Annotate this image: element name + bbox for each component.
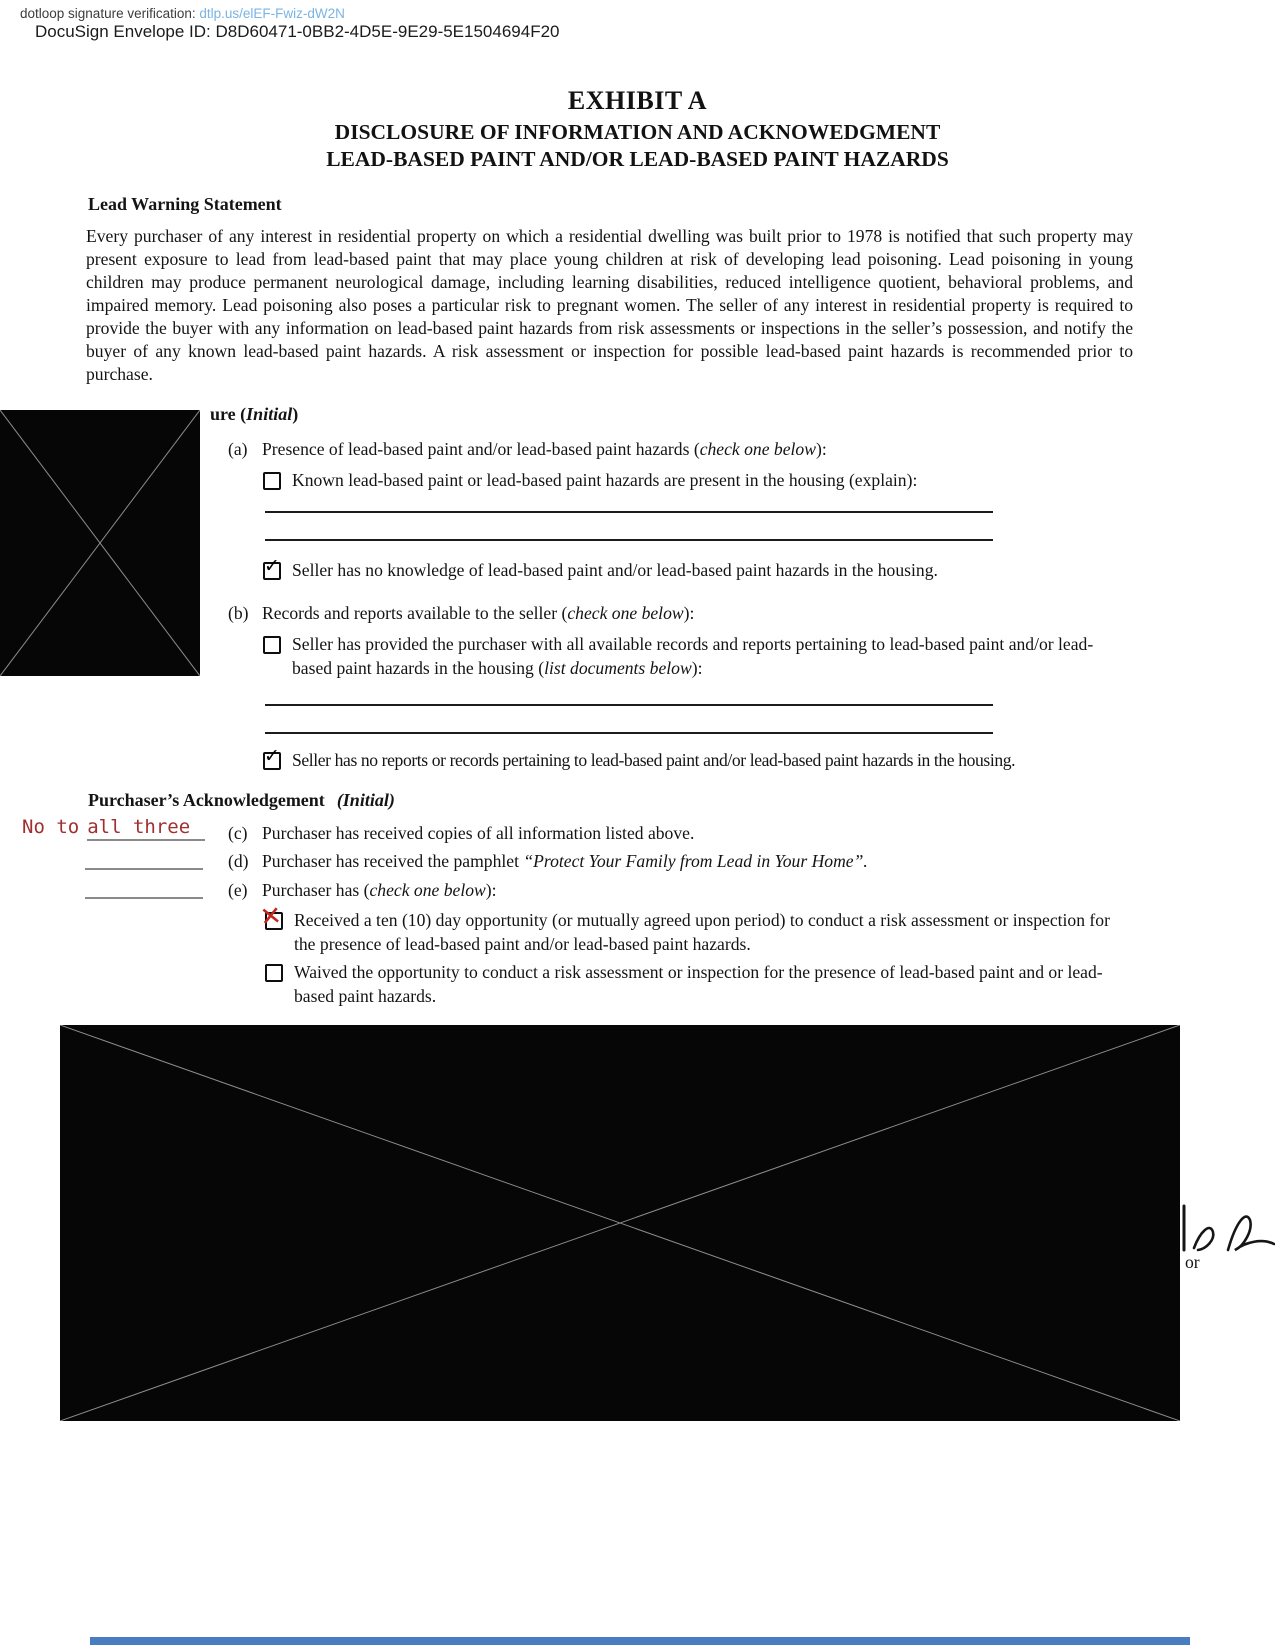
documents-blank-line-1[interactable] [265, 704, 993, 706]
option-no-reports [263, 745, 1123, 772]
option-known-hazards-text: Known lead-based paint or lead-based paint hazards are present in the housing (explain): [292, 470, 918, 490]
docusign-envelope-id: DocuSign Envelope ID: D8D60471-0BB2-4D5E-9E29-5E1504694F20 [35, 22, 560, 41]
dotloop-verification-label: dotloop signature verification: [20, 6, 196, 21]
option-no-reports-text: Seller has no reports or records pertaining to lead-based paint and/or lead-based paint hazards in the housing. [292, 750, 1016, 770]
item-b [228, 602, 1128, 625]
item-c-text: Purchaser has received copies of all information listed above. [262, 823, 695, 843]
checkbox-records-provided[interactable] [263, 636, 281, 654]
disclosure-title: DISCLOSURE OF INFORMATION AND ACKNOWEDGMENT [334, 120, 941, 144]
signature-stroke-icon [1180, 1192, 1275, 1254]
initial-line-d[interactable] [85, 868, 203, 870]
dotloop-verification-link[interactable]: dtlp.us/elEF-Fwiz-dW2N [199, 6, 345, 21]
item-d [228, 850, 1168, 873]
annotation-all-three: all three [87, 816, 205, 841]
handwritten-annotation [22, 816, 205, 841]
signature-fragment [1180, 1192, 1275, 1254]
dotloop-verification-row [20, 6, 345, 21]
item-e [228, 879, 1128, 902]
option-ten-day-text: Received a ten (10) day opportunity (or mutually agreed upon period) to conduct a risk assessment or inspection for the presence of lead-based paint and/or lead-based paint hazards. [294, 910, 1110, 954]
signature-or-text: or [1185, 1252, 1200, 1272]
option-known-hazards [263, 468, 1063, 492]
exhibit-title: EXHIBIT A [567, 86, 708, 115]
seller-heading-fragment: ure ( [210, 404, 247, 424]
seller-heading-end: ) [292, 404, 299, 424]
lead-paint-title: LEAD-BASED PAINT AND/OR LEAD-BASED PAINT HAZARDS [326, 147, 949, 171]
purchaser-acknowledgement-heading [88, 790, 395, 811]
lead-warning-paragraph: Every purchaser of any interest in residential property on which a residential dwelling was built prior to 1978 is notified that such property may present exposure to lead from lead-based paint that may place young children at risk of developing lead poisoning. Lead poisoning in young children may produce permanent neurological damage, including learning disabilities, reduced intelligence quotient, behavioral problems, and impaired memory. Lead poisoning also poses a particular risk to pregnant women. The seller of any interest in residential property is required to provide the buyer with any information on lead-based paint hazards from risk assessments or inspections in the seller’s possession, and notify the buyer of any known lead-based paint hazards. A risk assessment or inspection for possible lead-based paint hazards is recommended prior to purchase. [86, 226, 1133, 384]
explain-blank-line-2[interactable] [265, 539, 993, 541]
checkbox-known-hazards[interactable] [263, 472, 281, 490]
checkbox-no-knowledge[interactable] [263, 555, 281, 580]
option-ten-day [258, 900, 1110, 956]
bottom-blue-bar [90, 1637, 1190, 1645]
item-a-label: (a) [228, 439, 248, 459]
item-e-label: (e) [228, 880, 248, 900]
redaction-x-lines [0, 410, 200, 676]
checkmark-icon: ✓ [264, 555, 280, 577]
lead-warning-heading: Lead Warning Statement [88, 194, 282, 214]
item-d-label: (d) [228, 851, 249, 871]
seller-disclosure-heading [210, 404, 298, 425]
item-d-text: Purchaser has received the pamphlet “Protect Your Family from Lead in Your Home”. [262, 851, 868, 871]
checkbox-ten-day[interactable] [258, 900, 284, 934]
red-x-mark-icon: ✕ [258, 900, 284, 934]
initial-line-e[interactable] [85, 897, 203, 899]
checkbox-no-reports[interactable] [263, 745, 281, 770]
document-title-block [0, 86, 1275, 173]
documents-blank-line-2[interactable] [265, 732, 993, 734]
option-records-provided [263, 632, 1103, 680]
redaction-box-seller-initials [0, 410, 200, 676]
redaction-x-lines [60, 1025, 1180, 1421]
option-no-knowledge [263, 555, 1083, 582]
option-waived-text: Waived the opportunity to conduct a risk assessment or inspection for the presence of lead-based paint and or lead-based paint hazards. [294, 962, 1103, 1006]
annotation-no-to: No to [22, 816, 80, 838]
item-a [228, 438, 1128, 461]
purchaser-heading-text: Purchaser’s Acknowledgement [88, 790, 325, 810]
item-b-text: Records and reports available to the seller (check one below): [262, 603, 695, 623]
item-c-label: (c) [228, 823, 248, 843]
checkmark-icon: ✓ [264, 745, 280, 767]
checkbox-waived[interactable] [265, 964, 283, 982]
option-records-provided-text: Seller has provided the purchaser with all available records and reports pertaining to lead-based paint and/or lead-based paint hazards in the housing (list documents below): [292, 634, 1094, 678]
option-waived [265, 960, 1110, 1008]
item-e-text: Purchaser has (check one below): [262, 880, 497, 900]
seller-heading-initial: Initial [246, 404, 293, 424]
purchaser-heading-initial: (Initial) [336, 790, 395, 810]
explain-blank-line-1[interactable] [265, 511, 993, 513]
redaction-box-signatures [60, 1025, 1180, 1421]
option-no-knowledge-text: Seller has no knowledge of lead-based paint and/or lead-based paint hazards in the housing. [292, 560, 938, 580]
item-a-text: Presence of lead-based paint and/or lead-based paint hazards (check one below): [262, 439, 827, 459]
item-b-label: (b) [228, 603, 249, 623]
item-c [228, 822, 1128, 845]
